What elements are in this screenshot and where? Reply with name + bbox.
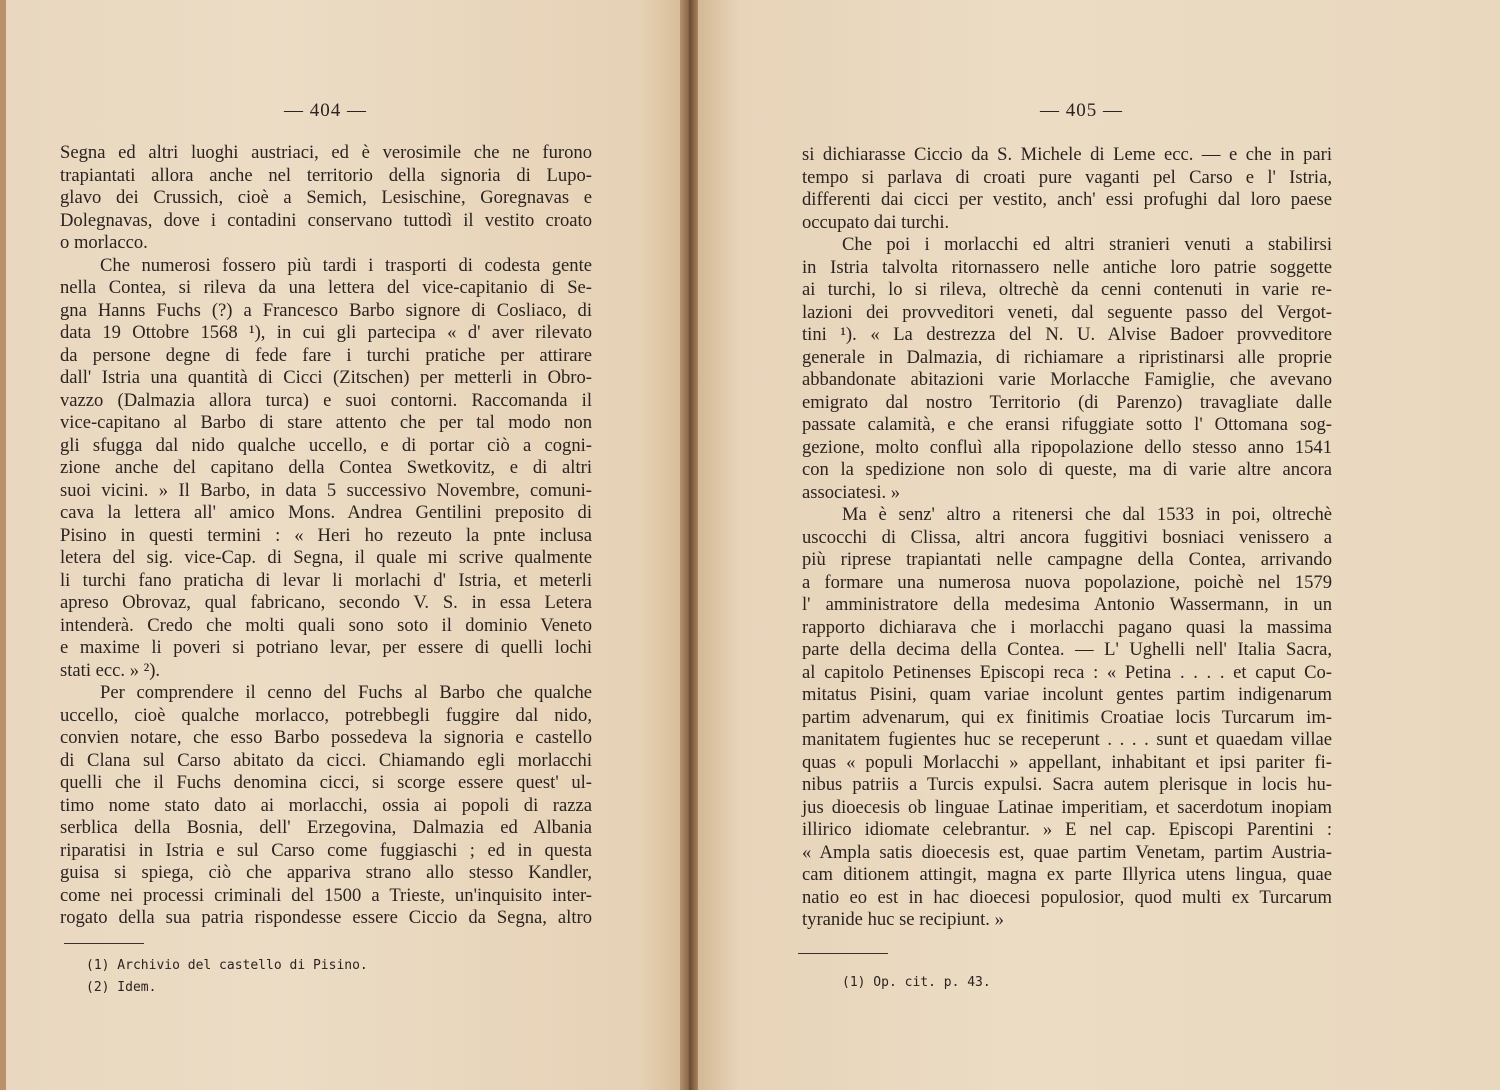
text-line: serblica della Bosnia, dell' Erzegovina, Dalmazia ed Albania — [60, 817, 592, 838]
text-line: convien notare, che esso Barbo possedeva la signoria e castello — [60, 727, 592, 748]
footnotes — [86, 955, 368, 999]
text-line: Segna ed altri luoghi austriaci, ed è verosimile che ne furono — [60, 142, 592, 163]
text-line: gna Hanns Fuchs (?) a Francesco Barbo signore di Cosliaco, di — [60, 299, 592, 321]
text-line: abbandonate abitazioni varie Morlacche Famiglie, che avevano — [802, 369, 1332, 390]
text-line: nibus patriis a Turcis expulsi. Sacra autem plerisque in locis hu- — [802, 774, 1332, 795]
text-line: trapiantati allora anche nel territorio della signoria di Lupo- — [60, 164, 592, 186]
footnote-rule — [798, 953, 888, 954]
text-line: suoi vicini. » Il Barbo, in data 5 successivo Novembre, comuni- — [60, 479, 592, 501]
text-line: intenderà. Credo che molti quali sono soto il dominio Veneto — [60, 614, 592, 636]
text-line: più riprese trapiantati nelle campagne della Contea, arrivando — [802, 549, 1332, 570]
text-line: differenti dai cicci per vestito, anch' essi profughi dal loro paese — [802, 189, 1332, 210]
text-line: riparatisi in Istria e sul Carso come fuggiaschi ; ed in questa — [60, 839, 592, 861]
text-line: partim advenarum, qui ex finitimis Croatiae locis Turcarum im- — [802, 706, 1332, 728]
text-line: cam ditionem attingit, magna ex parte Illyrica utens lingua, quae — [802, 864, 1332, 885]
text-line: lazioni dei provveditori veneti, dal seguente passo del Vergot- — [802, 301, 1332, 323]
text-line: passate calamità, e che eransi rifuggiate sotto l' Ottomana sog- — [802, 414, 1332, 435]
text-line: data 19 Ottobre 1568 ¹), in cui gli partecipa « d' aver rilevato — [60, 322, 592, 343]
footnote: (2) Idem. — [86, 980, 157, 995]
body-text — [802, 144, 1332, 932]
book-gutter — [680, 0, 698, 1090]
text-line: gli sfugga dal nido qualche uccello, e di portar ciò a cogni- — [60, 434, 592, 456]
right-page — [690, 0, 1500, 1090]
text-line: Che poi i morlacchi ed altri stranieri venuti a stabilirsi — [842, 234, 1332, 255]
text-line: nella Contea, si rileva da una lettera del vice-capitanio di Se- — [60, 277, 592, 298]
text-line: jus dioecesis ob linguae Latinae imperitiam, et sacerdotum inopiam — [802, 796, 1332, 818]
text-line: letera del sig. vice-Cap. di Segna, il quale mi scrive qualmente — [60, 547, 592, 568]
text-line: mitatus Pisini, quam variae incolunt gentes partim indigenarum — [802, 684, 1332, 705]
text-line: manitatem fugientes huc se receperunt . . . . sunt et quaedam villae — [802, 729, 1332, 750]
footnote-rule — [64, 943, 144, 944]
text-line: uccello, cioè qualche morlacco, potrebbegli fuggire dal nido, — [60, 704, 592, 726]
footnotes — [842, 972, 991, 994]
text-line: da persone degne di fede fare i turchi pratiche per attirare — [60, 344, 592, 366]
text-line: natio eo est in hac dioecesi populosior, quod multi ex Turcarum — [802, 886, 1332, 908]
text-line: rapporto dichiarava che i morlacchi pagano quasi la massima — [802, 616, 1332, 638]
text-line: o morlacco. — [60, 232, 148, 253]
text-line: tini ¹). « La destrezza del N. U. Alvise Badoer provveditore — [802, 324, 1332, 345]
page-number: — 405 — — [1040, 100, 1123, 121]
text-line: uscocchi di Clissa, altri ancora fuggitivi bosniaci venissero a — [802, 526, 1332, 548]
text-line: parte della decima della Contea. — L' Ughelli nell' Italia Sacra, — [802, 639, 1332, 660]
text-line: timo nome stato dato ai morlacchi, ossia ai popoli di razza — [60, 794, 592, 816]
text-line: ai turchi, lo si rileva, oltrechè da cenni contenuti in varie re- — [802, 279, 1332, 300]
text-line: stati ecc. » ²). — [60, 659, 161, 681]
text-line: glavo dei Crussich, cioè a Semich, Lesischine, Goregnavas e — [60, 187, 592, 208]
text-line: tyranide huc se recipiunt. » — [802, 909, 1004, 930]
footnote: (1) Archivio del castello di Pisino. — [86, 958, 368, 973]
text-line: al capitolo Petinenses Episcopi reca : « Petina . . . . et caput Co- — [802, 661, 1332, 683]
text-line: vice-capitano al Barbo di stare attento che per tal modo non — [60, 412, 592, 433]
text-line: « Ampla satis dioecesis est, quae partim Venetam, partim Austria- — [802, 841, 1332, 863]
text-line: dall' Istria una quantità di Cicci (Zitschen) per metterli in Obro- — [60, 367, 592, 388]
footnote: (1) Op. cit. p. 43. — [842, 975, 991, 990]
text-line: occupato dai turchi. — [802, 211, 950, 233]
text-line: Che numerosi fossero più tardi i trasporti di codesta gente — [100, 254, 592, 276]
text-line: emigrato dal nostro Territorio (di Parenzo) travagliate dalle — [802, 391, 1332, 413]
text-line: quas « populi Morlacchi » appellant, inhabitant et ipsi pariter fi- — [802, 751, 1332, 773]
text-line: con la spedizione non solo di queste, ma di varie altre ancora — [802, 459, 1332, 480]
page-number: — 404 — — [284, 100, 367, 121]
text-line: di Clana sul Carso abitato da cicci. Chiamando egli morlacchi — [60, 749, 592, 771]
text-line: vazzo (Dalmazia allora turca) e suoi contorni. Raccomanda il — [60, 389, 592, 411]
text-line: l' amministratore della medesima Antonio Wassermann, in un — [802, 594, 1332, 615]
text-line: apreso Obrovaz, qual fabricano, secondo V. S. in essa Letera — [60, 592, 592, 613]
text-line: zione anche del capitano della Contea Swetkovitz, e di altri — [60, 457, 592, 478]
text-line: illirico idiomate celebrantur. » E nel cap. Episcopi Parentini : — [802, 819, 1332, 840]
text-line: come nei processi criminali del 1500 a Trieste, un'inquisito inter- — [60, 884, 592, 906]
text-line: si dichiarasse Ciccio da S. Michele di Leme ecc. — e che in pari — [802, 144, 1332, 165]
text-line: Dolegnavas, dove i contadini conservano tuttodì il vestito croato — [60, 209, 592, 231]
body-text — [60, 142, 592, 930]
text-line: generale in Dalmazia, di richiamare a ripristinarsi alle proprie — [802, 346, 1332, 368]
text-line: Ma è senz' altro a ritenersi che dal 1533 in poi, oltrechè — [842, 504, 1332, 525]
text-line: li turchi fano praticha di levar li morlachi d' Istria, et meterli — [60, 569, 592, 591]
text-line: cava la lettera all' amico Mons. Andrea Gentilini preposito di — [60, 502, 592, 523]
text-line: Per comprendere il cenno del Fuchs al Barbo che qualche — [100, 682, 592, 703]
text-line: quelli che il Fuchs denomina cicci, si scorge essere quest' ul- — [60, 772, 592, 793]
text-line: e maxime li poveri si potriano levar, per essere di quelli lochi — [60, 637, 592, 658]
text-line: rogato della sua patria rispondesse essere Ciccio da Segna, altro — [60, 907, 592, 928]
text-line: in Istria talvolta ritornassero nelle antiche loro patrie soggette — [802, 256, 1332, 278]
text-line: guisa si spiega, ciò che appariva strano allo stesso Kandler, — [60, 862, 592, 883]
text-line: Pisino in questi termini : « Heri ho rezeuto la pnte inclusa — [60, 524, 592, 546]
left-page — [0, 0, 694, 1090]
text-line: gezione, molto confluì alla ripopolazione dello stesso anno 1541 — [802, 436, 1332, 458]
text-line: a formare una numerosa nuova popolazione, poichè nel 1579 — [802, 571, 1332, 593]
text-line: associatesi. » — [802, 481, 901, 503]
text-line: tempo si parlava di croati pure vaganti pel Carso e l' Istria, — [802, 166, 1332, 188]
